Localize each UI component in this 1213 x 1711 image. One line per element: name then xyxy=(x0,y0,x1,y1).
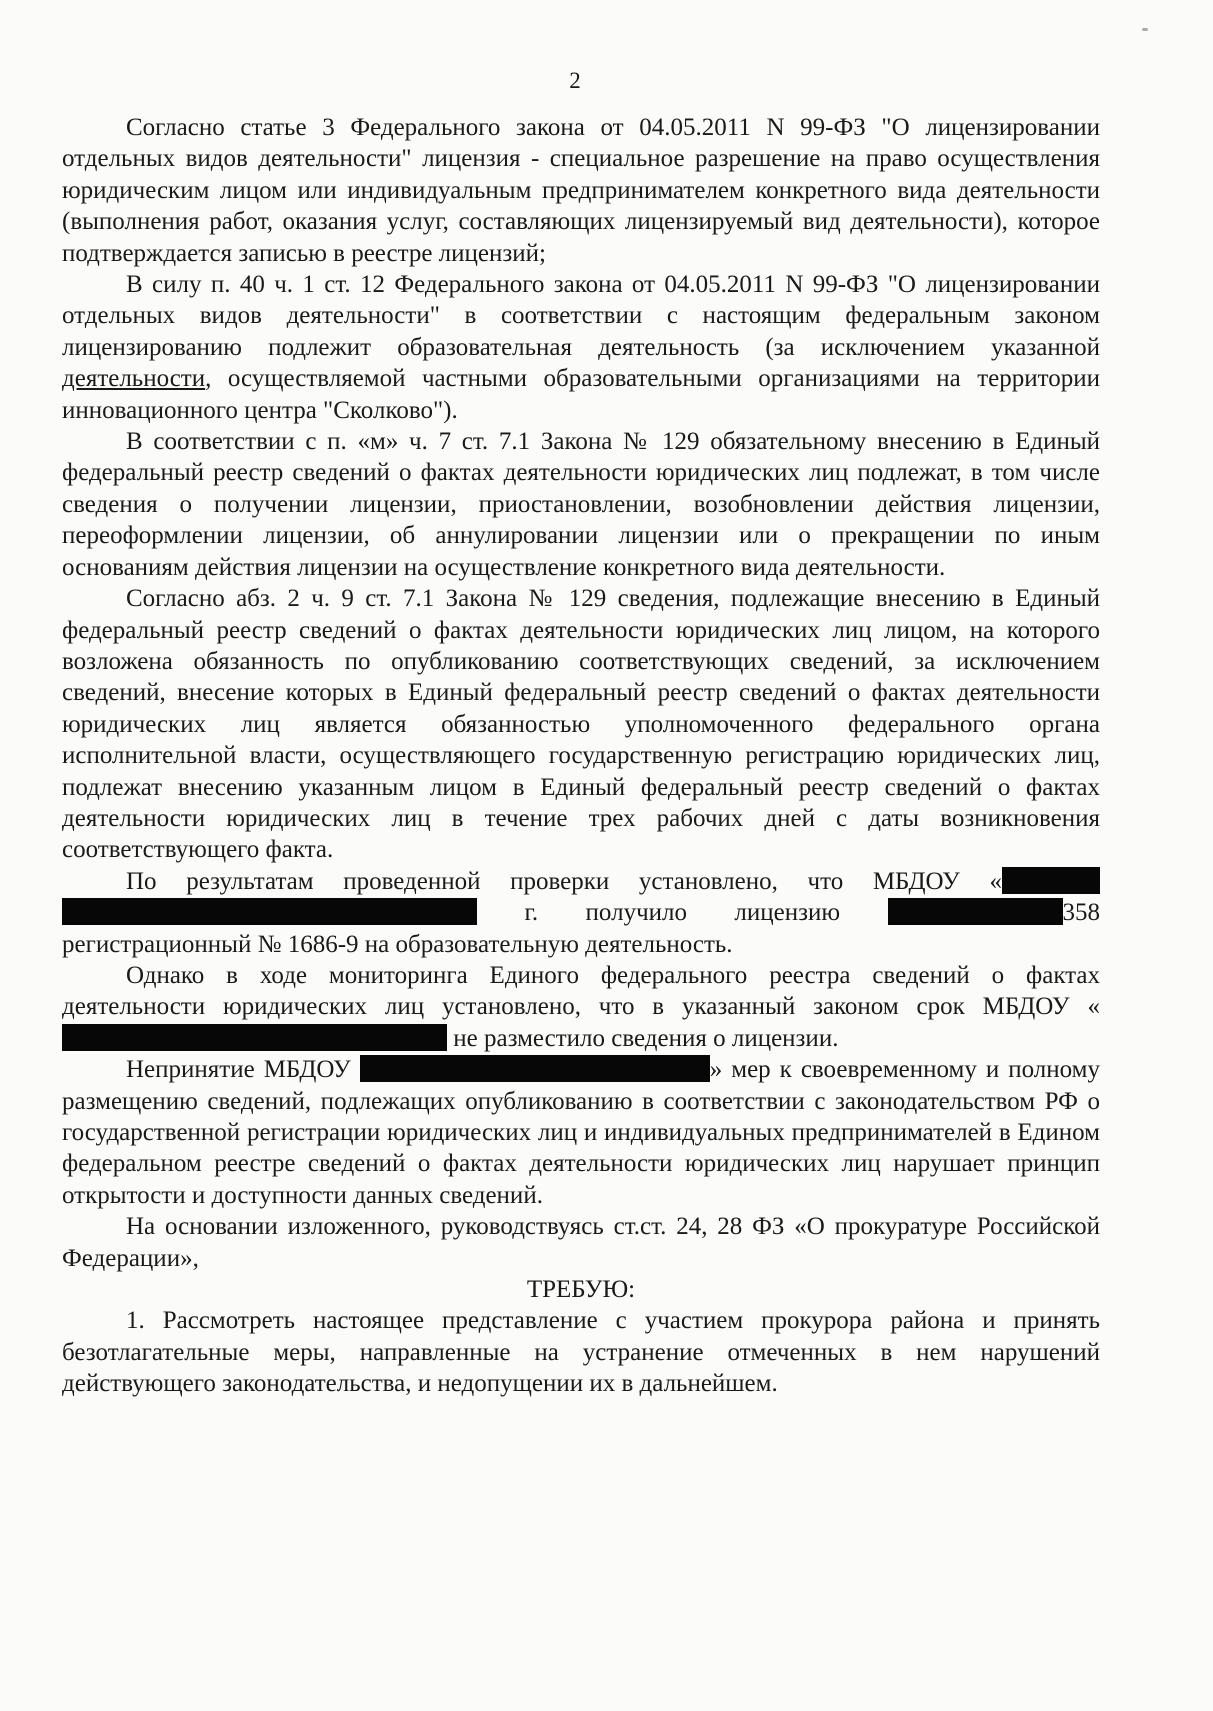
paragraph-6-text-a: Однако в ходе мониторинга Единого федерального реестра сведений о фактах деятельности юридических лиц установлено, что в указанный законом срок МБДОУ « xyxy=(62,961,1100,1021)
paragraph-5-text-d: регистрационный № 1686-9 на образовательную деятельность. xyxy=(62,930,733,958)
paragraph-5-text-a: По результатам проведенной проверки установлено, что МБДОУ « xyxy=(126,867,1002,895)
paragraph-2 xyxy=(62,269,1100,426)
redaction-block xyxy=(62,1024,447,1051)
paragraph-5 xyxy=(62,866,1100,960)
redaction-block xyxy=(888,898,1063,925)
paragraph-5-text-c: 358 xyxy=(1062,899,1101,927)
paragraph-6-text-b: не разместило сведения о лицензии. xyxy=(453,1024,839,1052)
paragraph-4: Согласно абз. 2 ч. 9 ст. 7.1 Закона № 129 сведения, подлежащие внесению в Единый федеральный реестр сведений о фактах деятельности юридических лиц лицом, на которого возложена обязанность по опубликованию соответствующих сведений, за исключением сведений, внесение которых в Единый федеральный реестр сведений о фактах деятельности юридических лиц является обязанностью уполномоченного федерального органа исполнительной власти, осуществляющего государственную регистрацию юридических лиц, подлежат внесению указанным лицом в Единый федеральный реестр сведений о фактах деятельности юридических лиц в течение трех рабочих дней с даты возникновения соответствующего факта. xyxy=(62,585,1100,864)
paragraph-7-text-a: Непринятие МБДОУ xyxy=(126,1056,351,1084)
demand-heading: ТРЕБУЮ: xyxy=(526,1276,636,1304)
paragraph-7 xyxy=(62,1054,1100,1211)
paragraph-6 xyxy=(62,960,1100,1054)
paragraph-8: На основании изложенного, руководствуясь ст.ст. 24, 28 ФЗ «О прокуратуре Российской Федерации», xyxy=(62,1213,1100,1272)
redaction-block xyxy=(62,898,477,925)
paragraph-5-text-b: г. получило лицензию xyxy=(524,899,841,927)
paragraph-1: Согласно статье 3 Федерального закона от 04.05.2011 N 99-ФЗ "О лицензировании отдельных видов деятельности" лицензия - специальное разрешение на право осуществления юридическим лицом или индивидуальным предпринимателем конкретного вида деятельности (выполнения работ, оказания услуг, составляющих лицензируемый вид деятельности), которое подтверждается записью в реестре лицензий; xyxy=(62,114,1100,267)
paragraph-2-text-b: , осуществляемой частными образовательными организациями на территории инновационного центра "Сколково"). xyxy=(62,365,1100,424)
page-number: 2 xyxy=(569,68,581,93)
paragraph-9: 1. Рассмотреть настоящее представление с участием прокурора района и принять безотлагательные меры, направленные на устранение отмеченных в нем нарушений действующего законодательства, и недопущении их в дальнейшем. xyxy=(62,1307,1100,1398)
redaction-block xyxy=(1002,867,1100,894)
paragraph-3: В соответствии с п. «м» ч. 7 ст. 7.1 Закона № 129 обязательному внесению в Единый федеральный реестр сведений о фактах деятельности юридических лиц подлежат, в том числе сведения о получении лицензии, приостановлении, возобновлении действия лицензии, переоформлении лицензии, об аннулировании лицензии или о прекращении по иным основаниям действия лицензии на осуществление конкретного вида деятельности. xyxy=(62,428,1100,581)
paragraph-2-text-a: В силу п. 40 ч. 1 ст. 12 Федерального закона от 04.05.2011 N 99-ФЗ "О лицензировании отдельных видов деятельности" в соответствии с настоящим федеральным законом лицензированию подлежит образовательная деятельность (за исключением указанной xyxy=(62,271,1100,361)
paragraph-2-underlined-word: деятельности xyxy=(62,365,206,393)
paragraph-7-text-b: » мер к своевременному и полному размещению сведений, подлежащих опубликованию в соответствии с законодательством РФ о государственной регистрации юридических лиц и индивидуальных предпринимателей в Едином федеральном реестре сведений о фактах деятельности юридических лиц нарушает принцип открытости и доступности данных сведений. xyxy=(62,1056,1101,1209)
document-body xyxy=(62,112,1100,1400)
redaction-block xyxy=(360,1055,710,1082)
scan-mark xyxy=(1142,28,1148,31)
